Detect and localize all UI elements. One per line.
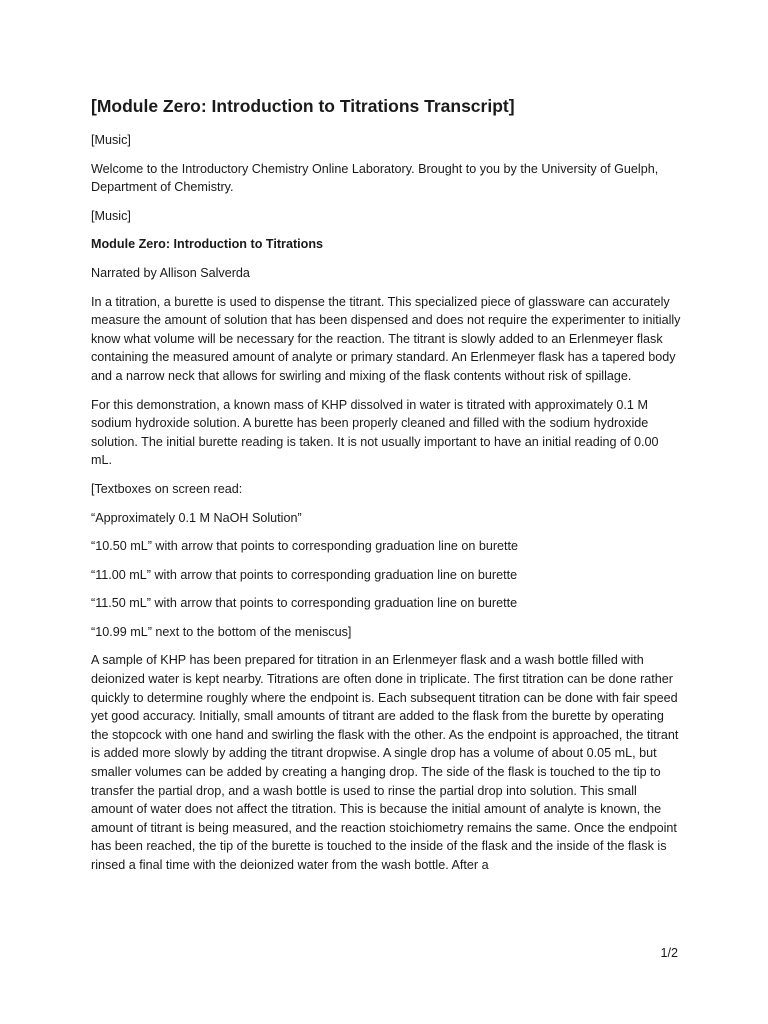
document-title: [Module Zero: Introduction to Titrations Transcript]: [91, 96, 515, 116]
textboxes-intro: [Textboxes on screen read:: [91, 481, 243, 496]
document-page: [91, 94, 681, 885]
textbox-11-00: “11.00 mL” with arrow that points to corresponding graduation line on burette: [91, 567, 518, 582]
music-cue-2: [Music]: [91, 208, 131, 223]
textbox-naoh: “Approximately 0.1 M NaOH Solution”: [91, 510, 302, 525]
burette-paragraph: In a titration, a burette is used to dispense the titrant. This specialized piece of glassware can accurately measure the amount of solution that has been dispensed and does not require the experimenter to initially know what volume will be necessary for the reaction. The titrant is slowly added to an Erlenmeyer flask containing the measured amount of analyte or primary standard. An Erlenmeyer flask has a tapered body and a narrow neck that allows for swirling and mixing of the flask contents without risk of spillage.: [91, 294, 681, 383]
textbox-10-50: “10.50 mL” with arrow that points to corresponding graduation line on burette: [91, 539, 519, 554]
module-heading: Module Zero: Introduction to Titrations: [91, 237, 324, 252]
khp-titration-paragraph: A sample of KHP has been prepared for titration in an Erlenmeyer flask and a wash bottle filled with deionized water is kept nearby. Titrations are often done in triplicate. The first titration can be done rather quickly to determine roughly where the endpoint is. Each subsequent titration can be done with fair speed yet good accuracy. Initially, small amounts of titrant are added to the flask from the burette by operating the stopcock with one hand and swirling the flask with the other. As the endpoint is approached, the titrant is added more slowly by adding the titrant dropwise. A single drop has a volume of about 0.05 mL, but smaller volumes can be added by creating a hanging drop. The side of the flask is touched to the tip to transfer the partial drop, and a wash bottle is used to rinse the partial drop into solution. This small amount of water does not affect the titration. This is because the initial amount of analyte is known, the amount of titrant is being measured, and the reaction stoichiometry remains the same. Once the endpoint has been reached, the tip of the burette is touched to the inside of the flask and the inside of the flask is rinsed a final time with the deionized water from the wash bottle. After a: [91, 653, 679, 872]
welcome-paragraph: Welcome to the Introductory Chemistry Online Laboratory. Brought to you by the University of Guelph, Department of Chemistry.: [91, 161, 659, 195]
music-cue-1: [Music]: [91, 133, 131, 147]
demonstration-paragraph: For this demonstration, a known mass of KHP dissolved in water is titrated with approximately 0.1 M sodium hydroxide solution. A burette has been properly cleaned and filled with the sodium hydroxide solution. The initial burette reading is taken. It is not usually important to have an initial reading of 0.00 mL.: [91, 397, 659, 468]
textbox-10-99: “10.99 mL” next to the bottom of the meniscus]: [91, 624, 352, 639]
narrator-line: Narrated by Allison Salverda: [91, 265, 250, 280]
textbox-11-50: “11.50 mL” with arrow that points to corresponding graduation line on burette: [91, 596, 518, 611]
page-number: 1/2: [660, 946, 678, 960]
